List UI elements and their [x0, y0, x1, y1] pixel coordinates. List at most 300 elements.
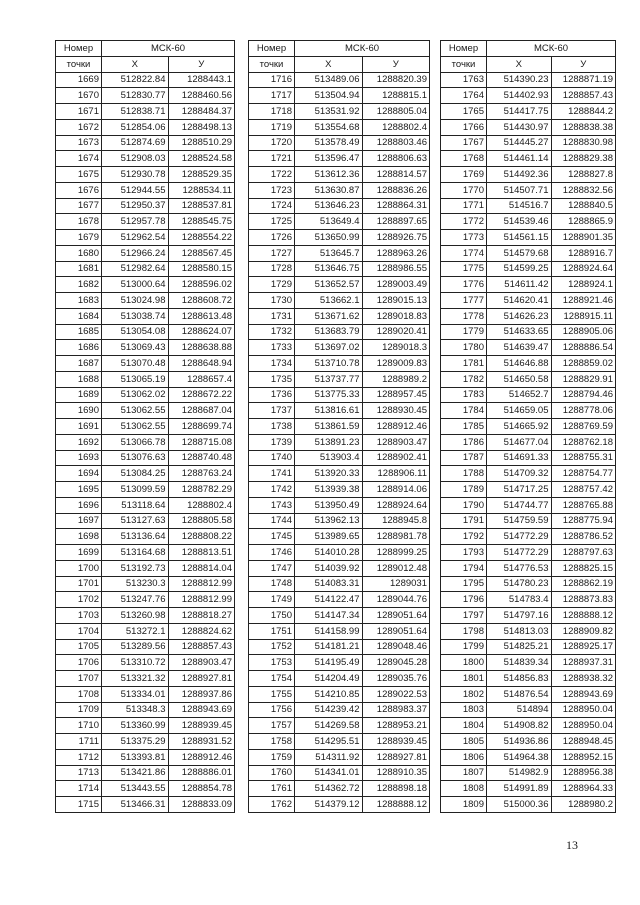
y-coordinate-cell: 1288832.56 — [551, 182, 616, 198]
x-coordinate-cell: 513939.38 — [295, 482, 363, 498]
y-coordinate-cell: 1288910.35 — [362, 765, 430, 781]
point-number-cell: 1728 — [249, 261, 295, 277]
point-number-cell: 1809 — [441, 797, 487, 813]
y-coordinate-cell: 1288805.58 — [168, 513, 235, 529]
x-coordinate-cell: 513054.08 — [102, 324, 169, 340]
x-coordinate-cell: 513247.76 — [102, 592, 169, 608]
table-row — [56, 135, 235, 151]
x-coordinate-cell: 512822.84 — [102, 72, 169, 88]
table-row — [56, 340, 235, 356]
y-coordinate-cell: 1289003.49 — [362, 277, 430, 293]
point-number-cell: 1732 — [249, 324, 295, 340]
x-coordinate-cell: 514876.54 — [487, 686, 552, 702]
y-header: У — [362, 56, 430, 72]
table-row — [441, 371, 616, 387]
point-number-cell: 1725 — [249, 214, 295, 230]
point-number-cell: 1711 — [56, 734, 102, 750]
table-row — [56, 230, 235, 246]
point-number-cell: 1688 — [56, 371, 102, 387]
point-number-cell: 1717 — [249, 88, 295, 104]
table-row — [56, 671, 235, 687]
y-coordinate-cell: 1289018.3 — [362, 340, 430, 356]
x-coordinate-cell: 512944.55 — [102, 182, 169, 198]
y-coordinate-cell: 1288980.2 — [551, 797, 616, 813]
y-coordinate-cell: 1288613.48 — [168, 308, 235, 324]
point-number-cell: 1694 — [56, 466, 102, 482]
point-number-cell: 1797 — [441, 608, 487, 624]
table-row — [441, 655, 616, 671]
table-row — [56, 293, 235, 309]
y-coordinate-cell: 1288857.43 — [168, 639, 235, 655]
table-row — [441, 749, 616, 765]
table-row — [56, 702, 235, 718]
point-number-cell: 1761 — [249, 781, 295, 797]
table-row — [441, 261, 616, 277]
y-coordinate-cell: 1288912.46 — [362, 419, 430, 435]
x-coordinate-cell: 514936.86 — [487, 734, 552, 750]
table-row — [56, 576, 235, 592]
point-number-cell: 1799 — [441, 639, 487, 655]
y-coordinate-cell: 1288956.38 — [551, 765, 616, 781]
y-coordinate-cell: 1288806.63 — [362, 151, 430, 167]
x-header: X — [102, 56, 169, 72]
y-coordinate-cell: 1288927.81 — [168, 671, 235, 687]
point-number-cell: 1715 — [56, 797, 102, 813]
y-coordinate-cell: 1288950.04 — [551, 718, 616, 734]
point-number-cell: 1752 — [249, 639, 295, 655]
point-number-cell: 1801 — [441, 671, 487, 687]
x-coordinate-cell: 513775.33 — [295, 387, 363, 403]
table-row — [249, 686, 430, 702]
point-number-cell: 1745 — [249, 529, 295, 545]
y-coordinate-cell: 1288818.27 — [168, 608, 235, 624]
point-number-cell: 1767 — [441, 135, 487, 151]
table-row — [249, 419, 430, 435]
x-coordinate-cell: 513000.64 — [102, 277, 169, 293]
y-coordinate-cell: 1288815.1 — [362, 88, 430, 104]
y-coordinate-cell: 1288902.41 — [362, 450, 430, 466]
point-number-cell: 1757 — [249, 718, 295, 734]
y-coordinate-cell: 1288608.72 — [168, 293, 235, 309]
point-number-cell: 1730 — [249, 293, 295, 309]
y-coordinate-cell: 1288903.47 — [362, 434, 430, 450]
x-coordinate-cell: 513649.4 — [295, 214, 363, 230]
y-coordinate-cell: 1288510.29 — [168, 135, 235, 151]
x-coordinate-cell: 514579.68 — [487, 245, 552, 261]
y-coordinate-cell: 1288769.59 — [551, 419, 616, 435]
point-number-cell: 1793 — [441, 545, 487, 561]
table-row — [56, 104, 235, 120]
table-row — [441, 560, 616, 576]
y-coordinate-cell: 1288915.11 — [551, 308, 616, 324]
x-coordinate-cell: 514599.25 — [487, 261, 552, 277]
point-number-cell: 1734 — [249, 356, 295, 372]
x-coordinate-cell: 513683.79 — [295, 324, 363, 340]
x-coordinate-cell: 514295.51 — [295, 734, 363, 750]
x-coordinate-cell: 513348.3 — [102, 702, 169, 718]
table-row — [56, 277, 235, 293]
x-coordinate-cell: 513962.13 — [295, 513, 363, 529]
x-coordinate-cell: 513531.92 — [295, 104, 363, 120]
x-coordinate-cell: 513099.59 — [102, 482, 169, 498]
y-coordinate-cell: 1288775.94 — [551, 513, 616, 529]
x-coordinate-cell: 512962.54 — [102, 230, 169, 246]
x-coordinate-cell: 514772.29 — [487, 529, 552, 545]
y-coordinate-cell: 1289048.46 — [362, 639, 430, 655]
y-coordinate-cell: 1288921.46 — [551, 293, 616, 309]
point-number-cell: 1693 — [56, 450, 102, 466]
y-coordinate-cell: 1289009.83 — [362, 356, 430, 372]
x-coordinate-cell: 514122.47 — [295, 592, 363, 608]
y-coordinate-cell: 1288763.24 — [168, 466, 235, 482]
table-row — [249, 765, 430, 781]
x-coordinate-cell: 514650.58 — [487, 371, 552, 387]
y-coordinate-cell: 1288854.78 — [168, 781, 235, 797]
point-number-cell: 1701 — [56, 576, 102, 592]
system-header: МСК-60 — [295, 41, 430, 57]
point-number-cell: 1680 — [56, 245, 102, 261]
point-number-cell: 1710 — [56, 718, 102, 734]
point-number-cell: 1794 — [441, 560, 487, 576]
table-row — [56, 182, 235, 198]
point-number-cell: 1796 — [441, 592, 487, 608]
x-coordinate-cell: 514677.04 — [487, 434, 552, 450]
table-row — [249, 749, 430, 765]
point-number-cell: 1775 — [441, 261, 487, 277]
table-row — [249, 466, 430, 482]
point-number-cell: 1748 — [249, 576, 295, 592]
x-coordinate-cell: 514856.83 — [487, 671, 552, 687]
x-coordinate-cell: 514181.21 — [295, 639, 363, 655]
x-header: X — [295, 56, 363, 72]
y-coordinate-cell: 1288945.8 — [362, 513, 430, 529]
x-coordinate-cell: 513612.36 — [295, 167, 363, 183]
table-row — [249, 734, 430, 750]
point-number-cell: 1750 — [249, 608, 295, 624]
table-row — [441, 686, 616, 702]
point-number-cell: 1721 — [249, 151, 295, 167]
y-coordinate-cell: 1288862.19 — [551, 576, 616, 592]
x-coordinate-cell: 512838.71 — [102, 104, 169, 120]
point-number-cell: 1791 — [441, 513, 487, 529]
y-coordinate-cell: 1288830.98 — [551, 135, 616, 151]
table-row — [56, 592, 235, 608]
point-number-cell: 1679 — [56, 230, 102, 246]
x-coordinate-cell: 514633.65 — [487, 324, 552, 340]
table-row — [56, 119, 235, 135]
point-number-cell: 1727 — [249, 245, 295, 261]
x-coordinate-cell: 514269.58 — [295, 718, 363, 734]
table-row — [441, 765, 616, 781]
point-number-cell: 1687 — [56, 356, 102, 372]
x-coordinate-cell: 513554.68 — [295, 119, 363, 135]
point-number-header: Номер — [249, 41, 295, 57]
point-number-cell: 1780 — [441, 340, 487, 356]
table-row — [441, 781, 616, 797]
point-number-cell: 1696 — [56, 497, 102, 513]
x-coordinate-cell: 514691.33 — [487, 450, 552, 466]
y-coordinate-cell: 1288529.35 — [168, 167, 235, 183]
point-number-cell: 1744 — [249, 513, 295, 529]
x-coordinate-cell: 514759.59 — [487, 513, 552, 529]
y-coordinate-cell: 1289020.41 — [362, 324, 430, 340]
x-coordinate-cell: 513084.25 — [102, 466, 169, 482]
y-coordinate-cell: 1288999.25 — [362, 545, 430, 561]
y-coordinate-cell: 1288838.38 — [551, 119, 616, 135]
point-number-cell: 1766 — [441, 119, 487, 135]
x-coordinate-cell: 513272.1 — [102, 623, 169, 639]
y-coordinate-cell: 1288901.35 — [551, 230, 616, 246]
point-number-cell: 1795 — [441, 576, 487, 592]
point-number-cell: 1671 — [56, 104, 102, 120]
y-header: У — [168, 56, 235, 72]
x-coordinate-cell: 513062.55 — [102, 419, 169, 435]
point-number-cell: 1684 — [56, 308, 102, 324]
y-coordinate-cell: 1288939.45 — [362, 734, 430, 750]
y-coordinate-cell: 1288938.32 — [551, 671, 616, 687]
x-coordinate-cell: 514083.31 — [295, 576, 363, 592]
table-row — [249, 623, 430, 639]
y-coordinate-cell: 1288952.15 — [551, 749, 616, 765]
table-row — [249, 214, 430, 230]
point-number-header: Номер — [441, 41, 487, 57]
point-number-cell: 1699 — [56, 545, 102, 561]
point-number-cell: 1743 — [249, 497, 295, 513]
y-coordinate-cell: 1288812.99 — [168, 576, 235, 592]
table-row — [56, 545, 235, 561]
table-row — [441, 434, 616, 450]
x-coordinate-cell: 514445.27 — [487, 135, 552, 151]
point-number-header-2: точки — [56, 56, 102, 72]
x-coordinate-cell: 514362.72 — [295, 781, 363, 797]
table-row — [56, 781, 235, 797]
y-coordinate-cell: 1288888.12 — [551, 608, 616, 624]
x-coordinate-cell: 513861.59 — [295, 419, 363, 435]
x-coordinate-cell: 513334.01 — [102, 686, 169, 702]
point-number-cell: 1756 — [249, 702, 295, 718]
y-coordinate-cell: 1288825.15 — [551, 560, 616, 576]
x-coordinate-cell: 513737.77 — [295, 371, 363, 387]
table-row — [56, 419, 235, 435]
x-coordinate-cell: 513065.19 — [102, 371, 169, 387]
table-row — [56, 482, 235, 498]
x-coordinate-cell: 514652.7 — [487, 387, 552, 403]
point-number-cell: 1808 — [441, 781, 487, 797]
y-coordinate-cell: 1288827.8 — [551, 167, 616, 183]
table-row — [56, 450, 235, 466]
y-coordinate-cell: 1288925.17 — [551, 639, 616, 655]
table-row — [56, 513, 235, 529]
x-coordinate-cell: 513662.1 — [295, 293, 363, 309]
point-number-cell: 1742 — [249, 482, 295, 498]
x-coordinate-cell: 514780.23 — [487, 576, 552, 592]
point-number-cell: 1686 — [56, 340, 102, 356]
table-row — [249, 797, 430, 813]
table-row — [56, 734, 235, 750]
y-coordinate-cell: 1288906.11 — [362, 466, 430, 482]
x-coordinate-cell: 513375.29 — [102, 734, 169, 750]
y-coordinate-cell: 1288897.65 — [362, 214, 430, 230]
x-coordinate-cell: 514147.34 — [295, 608, 363, 624]
point-number-cell: 1779 — [441, 324, 487, 340]
y-coordinate-cell: 1288886.54 — [551, 340, 616, 356]
x-coordinate-cell: 513950.49 — [295, 497, 363, 513]
x-coordinate-cell: 513192.73 — [102, 560, 169, 576]
point-number-cell: 1722 — [249, 167, 295, 183]
y-coordinate-cell: 1288484.37 — [168, 104, 235, 120]
table-row — [249, 434, 430, 450]
table-row — [441, 104, 616, 120]
table-row — [441, 277, 616, 293]
x-coordinate-cell: 514639.47 — [487, 340, 552, 356]
x-coordinate-cell: 514341.01 — [295, 765, 363, 781]
y-coordinate-cell: 1288554.22 — [168, 230, 235, 246]
point-number-cell: 1731 — [249, 308, 295, 324]
page-number: 13 — [566, 838, 578, 852]
x-coordinate-cell: 514492.36 — [487, 167, 552, 183]
y-coordinate-cell: 1288813.51 — [168, 545, 235, 561]
x-coordinate-cell: 514797.16 — [487, 608, 552, 624]
table-row — [249, 88, 430, 104]
table-row — [56, 387, 235, 403]
point-number-cell: 1719 — [249, 119, 295, 135]
table-row — [249, 72, 430, 88]
system-header: МСК-60 — [487, 41, 616, 57]
table-row — [441, 545, 616, 561]
table-row — [56, 151, 235, 167]
x-coordinate-cell: 513038.74 — [102, 308, 169, 324]
x-coordinate-cell: 514620.41 — [487, 293, 552, 309]
y-coordinate-cell: 1288638.88 — [168, 340, 235, 356]
y-coordinate-cell: 1288687.04 — [168, 403, 235, 419]
table-row — [249, 104, 430, 120]
y-coordinate-cell: 1288699.74 — [168, 419, 235, 435]
y-coordinate-cell: 1288782.29 — [168, 482, 235, 498]
x-coordinate-cell: 514539.46 — [487, 214, 552, 230]
point-number-cell: 1787 — [441, 450, 487, 466]
point-number-cell: 1707 — [56, 671, 102, 687]
x-coordinate-cell: 514776.53 — [487, 560, 552, 576]
point-number-cell: 1798 — [441, 623, 487, 639]
point-number-cell: 1776 — [441, 277, 487, 293]
x-coordinate-cell: 513903.4 — [295, 450, 363, 466]
table-row — [56, 88, 235, 104]
point-number-cell: 1703 — [56, 608, 102, 624]
point-number-cell: 1726 — [249, 230, 295, 246]
x-coordinate-cell: 513697.02 — [295, 340, 363, 356]
x-coordinate-cell: 512830.77 — [102, 88, 169, 104]
y-coordinate-cell: 1288596.02 — [168, 277, 235, 293]
x-coordinate-cell: 513127.63 — [102, 513, 169, 529]
x-coordinate-cell: 515000.36 — [487, 797, 552, 813]
y-coordinate-cell: 1288924.64 — [362, 497, 430, 513]
x-coordinate-cell: 513989.65 — [295, 529, 363, 545]
table-row — [441, 482, 616, 498]
point-number-cell: 1672 — [56, 119, 102, 135]
table-row — [249, 135, 430, 151]
point-number-cell: 1682 — [56, 277, 102, 293]
y-coordinate-cell: 1288648.94 — [168, 356, 235, 372]
x-coordinate-cell: 513650.99 — [295, 230, 363, 246]
y-coordinate-cell: 1289012.48 — [362, 560, 430, 576]
y-coordinate-cell: 1288937.31 — [551, 655, 616, 671]
table-row — [249, 198, 430, 214]
x-coordinate-cell: 514982.9 — [487, 765, 552, 781]
x-coordinate-cell: 514825.21 — [487, 639, 552, 655]
point-number-header: Номер — [56, 41, 102, 57]
x-coordinate-cell: 514709.32 — [487, 466, 552, 482]
point-number-cell: 1713 — [56, 765, 102, 781]
y-coordinate-cell: 1288865.9 — [551, 214, 616, 230]
x-coordinate-cell: 514010.28 — [295, 545, 363, 561]
point-number-cell: 1677 — [56, 198, 102, 214]
coordinates-table-1 — [55, 40, 235, 813]
table-row — [441, 151, 616, 167]
y-coordinate-cell: 1288914.06 — [362, 482, 430, 498]
x-coordinate-cell: 512950.37 — [102, 198, 169, 214]
x-coordinate-cell: 514813.03 — [487, 623, 552, 639]
y-coordinate-cell: 1288981.78 — [362, 529, 430, 545]
table-row — [56, 371, 235, 387]
x-coordinate-cell: 513310.72 — [102, 655, 169, 671]
x-coordinate-cell: 513646.23 — [295, 198, 363, 214]
point-number-cell: 1678 — [56, 214, 102, 230]
x-coordinate-cell: 513443.55 — [102, 781, 169, 797]
x-coordinate-cell: 513066.78 — [102, 434, 169, 450]
table-row — [249, 592, 430, 608]
point-number-cell: 1746 — [249, 545, 295, 561]
table-row — [249, 450, 430, 466]
y-coordinate-cell: 1288953.21 — [362, 718, 430, 734]
table-row — [56, 608, 235, 624]
y-coordinate-cell: 1288812.99 — [168, 592, 235, 608]
table-row — [249, 608, 430, 624]
x-coordinate-cell: 514964.38 — [487, 749, 552, 765]
table-row — [441, 608, 616, 624]
x-coordinate-cell: 512908.03 — [102, 151, 169, 167]
y-coordinate-cell: 1289051.64 — [362, 623, 430, 639]
y-coordinate-cell: 1288943.69 — [168, 702, 235, 718]
y-coordinate-cell: 1289015.13 — [362, 293, 430, 309]
y-coordinate-cell: 1288912.46 — [168, 749, 235, 765]
y-coordinate-cell: 1288778.06 — [551, 403, 616, 419]
point-number-cell: 1792 — [441, 529, 487, 545]
y-coordinate-cell: 1289044.76 — [362, 592, 430, 608]
x-coordinate-cell: 513466.31 — [102, 797, 169, 813]
x-coordinate-cell: 513024.98 — [102, 293, 169, 309]
point-number-cell: 1784 — [441, 403, 487, 419]
table-row — [249, 718, 430, 734]
table-row — [56, 245, 235, 261]
table-row — [56, 718, 235, 734]
y-coordinate-cell: 1288937.86 — [168, 686, 235, 702]
point-number-cell: 1747 — [249, 560, 295, 576]
table-row — [441, 403, 616, 419]
table-row — [249, 308, 430, 324]
table-row — [441, 72, 616, 88]
table-row — [56, 167, 235, 183]
point-number-cell: 1768 — [441, 151, 487, 167]
table-row — [249, 671, 430, 687]
x-coordinate-cell: 513360.99 — [102, 718, 169, 734]
table-row — [441, 214, 616, 230]
point-number-cell: 1770 — [441, 182, 487, 198]
x-coordinate-cell: 514311.92 — [295, 749, 363, 765]
point-number-cell: 1740 — [249, 450, 295, 466]
y-coordinate-cell: 1289035.76 — [362, 671, 430, 687]
x-coordinate-cell: 513645.7 — [295, 245, 363, 261]
x-coordinate-cell: 513062.55 — [102, 403, 169, 419]
